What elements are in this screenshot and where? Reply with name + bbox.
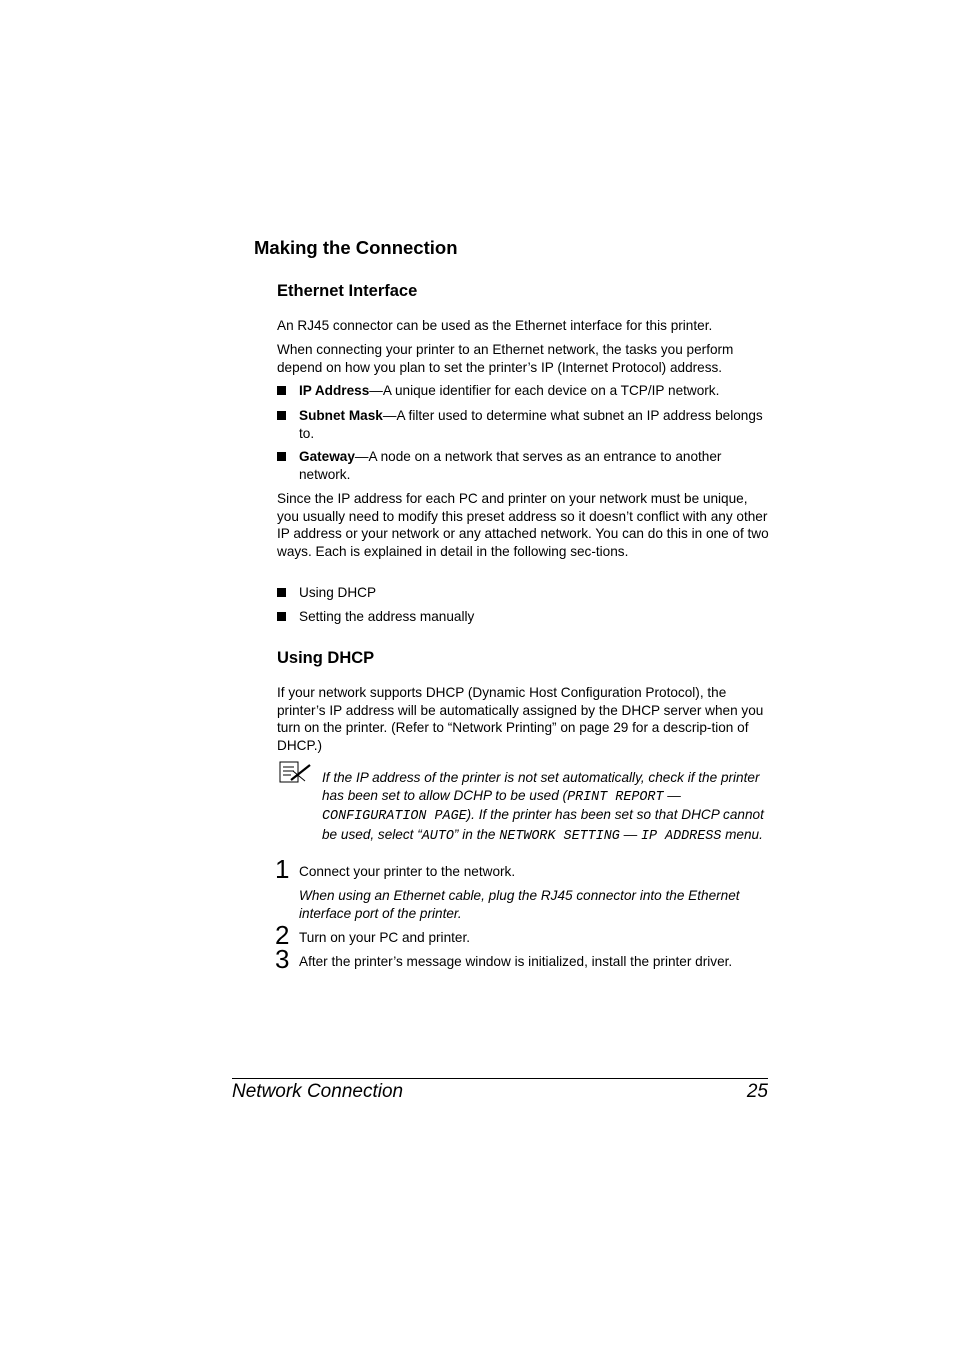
note-icon [279,761,313,783]
menu-path: PRINT REPORT [567,789,664,805]
bullet-icon [277,612,286,621]
list-item: Setting the address manually [299,609,475,624]
list-item [299,407,771,442]
term: Subnet Mask [299,408,383,423]
list-item [299,448,771,483]
menu-path: CONFIGURATION PAGE [322,809,467,825]
paragraph: An RJ45 connector can be used as the Ethernet interface for this printer. [277,318,713,333]
page-number: 25 [746,1081,768,1102]
step-text: Turn on your PC and printer. [299,930,471,945]
step-number: 2 [275,920,290,950]
note-text: If the IP address of the printer is not set automatically, check if the printer has been set to allow DCHP to be used (PRINT REPORT — CONFIGURATION PAGE). If the printer has been set so that DHCP cannot be used, select “AUTO” in the NETWORK SETTING — IP ADDRESS menu. [322,770,764,845]
step-number: 1 [275,854,290,884]
term: Gateway [299,449,355,464]
step-subtext: When using an Ethernet cable, plug the RJ45 connector into the Ethernet interface port of the printer. [299,888,740,921]
definition: —A unique identifier for each device on a TCP/IP network. [369,383,720,398]
step-text: Connect your printer to the network. [299,864,516,879]
bullet-icon [277,588,286,597]
paragraph: Since the IP address for each PC and printer on your network must be unique, you usually need to modify this preset address so it doesn’t conflict with any other IP address or your network or any attached network. You can do this in one of two ways. Each is explained in detail in the following sec-tions. [277,491,769,560]
paragraph: If your network supports DHCP (Dynamic Host Configuration Protocol), the printer’s IP address will be automatically assigned by the DHCP server when you turn on the printer. (Refer to “Network Printing” on page 29 for a descrip-tion of DHCP.) [277,685,764,754]
term: IP Address [299,383,370,398]
paragraph: When connecting your printer to an Ethernet network, the tasks you perform depend on how you plan to set the printer’s IP (Internet Protocol) address. [277,342,734,375]
footer-rule [232,1078,768,1079]
section-heading-ethernet: Ethernet Interface [277,282,418,300]
bullet-icon [277,386,286,395]
bullet-icon [277,411,286,420]
bullet-icon [277,452,286,461]
step-text: After the printer’s message window is initialized, install the printer driver. [299,954,733,969]
section-heading-dhcp: Using DHCP [277,649,375,667]
definition: —A filter used to determine what subnet an IP address belongs to. [299,408,763,441]
page-title: Making the Connection [254,237,458,258]
list-item: Using DHCP [299,585,377,600]
step-number: 3 [275,944,290,974]
definition: —A node on a network that serves as an entrance to another network. [299,449,722,482]
list-item [299,382,771,400]
menu-path: AUTO [421,829,454,845]
menu-path: NETWORK SETTING [499,829,620,845]
footer-section: Network Connection [232,1081,404,1102]
menu-path: IP ADDRESS [640,829,722,845]
